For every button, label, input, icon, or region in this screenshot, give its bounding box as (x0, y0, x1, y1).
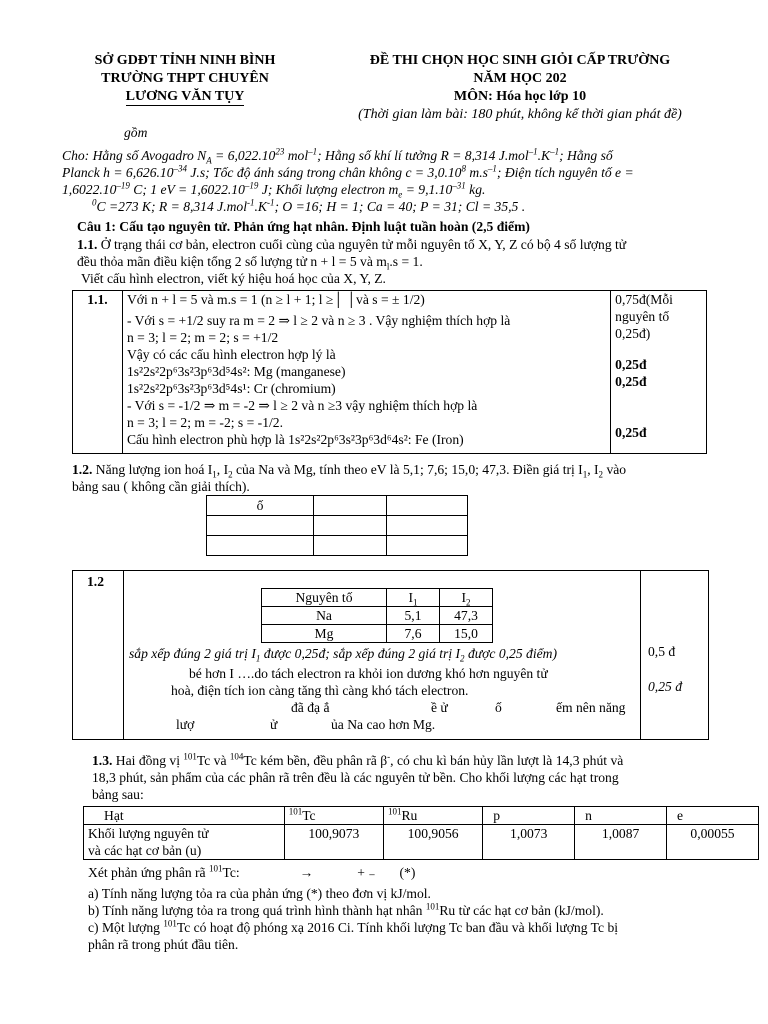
q13-text: Hai đồng vị (112, 753, 184, 768)
empty-cell (207, 536, 314, 556)
header-cell: $I_2$ (440, 589, 493, 607)
q13-text: , có chu kì bán hủy lần lượt là 14,3 phút và (390, 753, 624, 768)
table-cell: 0,00055 (667, 825, 759, 860)
empty-cell (387, 516, 468, 536)
score-text: 0,25đ (615, 425, 647, 440)
explanation-fragment: lượ (176, 717, 195, 732)
header-text: Ru (401, 808, 418, 823)
constants-text: ; Điện tích nguyên tố e = (496, 165, 634, 180)
explanation-fragment: ề ử (431, 700, 448, 715)
part-b (88, 902, 708, 919)
score-text: 0,5 đ (648, 644, 676, 659)
table-cell: 15,0 (440, 625, 493, 643)
explanation-line: hoà, điện tích ion càng tăng thì càng khó tách electron. (171, 683, 469, 698)
explanation-fragment: ố (495, 700, 502, 715)
q13-sup: 104 (229, 751, 244, 762)
q12-text: vào (603, 462, 627, 477)
part-b-text: b) Tính năng lượng tỏa ra trong quá trình hình thành hạt nhân (88, 903, 426, 918)
grading-note: sắp xếp đúng 2 giá trị $I_1$ được 0,25đ; sắp xếp đúng 2 giá trị $I_2$ được 0,25 điểm) (129, 646, 557, 664)
header-cell: e (667, 807, 759, 825)
constants-block: Cho: Hằng số Avogadro $N_A = 6,022.10^{23}$ mol$^{-1}$; Hằng số khí lí tưởng R = 8,314 $J.mol^{-1}.K^{-1}$; Hằng số Planck $h = 6,626.10^{-34}$ J.s; Tốc độ ánh sáng trong chân không $c = 3,0.10^8$ $m.s^{-1}$; Điện tích nguyên tố e = $1,6022.10^{-19}$ C; 1 eV = $1,6022.10^{-19}$ J; Khối lượng electron $m_e = 9,1.10^{-31}$ kg. $^0$C =273 K; R = 8,314 $J.mol^{-1}.K^{-1}$; O =16; H = 1; Ca = 40; P = 31; Cl = 35,5 . (62, 146, 634, 214)
q12-number: 1.2. (72, 462, 93, 477)
constants-line2: Planck h = 6,626.10 (62, 165, 174, 180)
table-cell: 7,6 (387, 625, 440, 643)
answer-line: n = 3; l = 2; m = -2; s = -1/2. (126, 415, 283, 430)
school-name: TRƯỜNG THPT CHUYÊN (101, 71, 269, 86)
question-1-2: 1.2. Năng lượng ion hoá $I_1$, $I_2$ của Na và Mg, tính theo eV là 5,1; 7,6; 15,0; 47,3. Điền giá trị $I_1$, $I_2$ vào bảng sau ( không cần giải thích). (72, 461, 702, 495)
score-text: 0,25đ (615, 374, 647, 389)
answer-line: 1s²2s²2p⁶3s²3p⁶3d⁵4s¹: Cr (chromium) (126, 381, 336, 396)
table-cell: 100,9056 (383, 825, 482, 860)
q13-text: 18,3 phút, sản phẩm của các phân rã trên đều là các nguyên tử bền. Cho khối lượng các hạt trong (92, 770, 619, 785)
note-text: sắp xếp đúng 2 giá trị I (129, 646, 256, 661)
answer-line: 1s²2s²2p⁶3s²3p⁶3d⁵4s²: Mg (manganese) (126, 364, 346, 379)
reaction-sup: 101 (209, 863, 223, 874)
q11-text3: Viết cấu hình electron, viết ký hiệu hoá học của X, Y, Z. (81, 271, 386, 286)
constants-text: m.s (465, 165, 488, 180)
row-label: 1.1. (73, 291, 123, 454)
part-a: a) Tính năng lượng tỏa ra của phản ứng (*) theo đơn vị kJ/mol. (88, 886, 431, 901)
header-cell: p (483, 807, 575, 825)
answer-line: Cấu hình electron phù hợp là 1s²2s²2p⁶3s²3p⁶3d⁶4s²: Fe (Iron) (126, 432, 464, 447)
header-cell (383, 807, 482, 825)
school-header (60, 52, 310, 106)
ionization-table (261, 588, 493, 643)
empty-cell (314, 536, 387, 556)
q13-text: Tc và (196, 753, 230, 768)
constants-text: J.s; Tốc độ ánh sáng trong chân không c = 3,0.10 (187, 165, 462, 180)
constants-text: J; Khối lượng electron m (258, 182, 399, 197)
q12-text: , I (587, 462, 599, 477)
score-text: 0,25đ (615, 357, 647, 372)
constants-text: = 9,1.10 (402, 182, 453, 197)
q13-number: 1.3. (92, 753, 113, 768)
header-text: Tc (302, 808, 316, 823)
explanation-fragment: ủa Na cao hơn Mg. (331, 717, 436, 732)
empty-cell (387, 536, 468, 556)
constants-text: C; 1 eV = 1,6022.10 (129, 182, 245, 197)
note-text: được 0,25đ; sắp xếp đúng 2 giá trị I (260, 646, 461, 661)
q13-sup: 101 (183, 751, 197, 762)
note-text: được 0,25 điểm) (464, 646, 557, 661)
empty-cell (207, 516, 314, 536)
empty-answer-table (206, 495, 468, 556)
question-1-3: 1.3. Hai đồng vị $^{101}$Tc và $^{104}$Tc kém bền, đều phân rã β-, có chu kì bán hủy lần lượt là 14,3 phút và 18,3 phút, sản phẩm của các phân rã trên đều là các nguyên tử bền. Cho khối lượng các hạt trong bảng sau: (92, 752, 698, 803)
header-sup: 101 (288, 806, 303, 817)
score-text: 0,25 đ (648, 679, 682, 694)
plus-symbol: + ₋ (357, 865, 376, 880)
department-name: SỞ GDĐT TỈNH NINH BÌNH (94, 53, 276, 68)
empty-cell: ố (207, 496, 314, 516)
answer-line: Vậy có các cấu hình electron hợp lý là (126, 347, 336, 362)
constants-text: mol (284, 148, 309, 163)
part-b-text: Ru từ các hạt cơ bản (kJ/mol). (439, 903, 604, 918)
col-divider (640, 571, 641, 739)
header-cell: $I_1$ (387, 589, 440, 607)
table-cell: Mg (262, 625, 387, 643)
header-cell (284, 807, 383, 825)
header-cell: Nguyên tố (262, 589, 387, 607)
q12-text: , I (216, 462, 229, 477)
q11-text2: đều thỏa mãn điều kiện tổng 2 số lượng tử n + l = 5 và m (77, 254, 387, 269)
reaction-text: Xét phản ứng phân rã (88, 865, 209, 880)
table-cell: 47,3 (440, 607, 493, 625)
row-header-text: và các hạt cơ bản (u) (88, 843, 202, 858)
subject: MÔN: Hóa học lớp 10 (453, 89, 587, 104)
school-year: NĂM HỌC 202 (473, 71, 567, 86)
constants-text: kg. (465, 182, 486, 197)
table-cell: 100,9073 (284, 825, 383, 860)
reaction-text: Tc: (222, 865, 240, 880)
answer-line: - Với s = +1/2 suy ra m = 2 ⇒ l ≥ 2 và n ≥ 3 . Vậy nghiệm thích hợp là (126, 313, 511, 328)
gom-text: gồm (124, 125, 148, 140)
constants-text: = 6,022.10 (211, 148, 276, 163)
table-cell: 1,0087 (575, 825, 667, 860)
score-text: 0,25đ) (615, 326, 651, 341)
explanation-line: bé hơn I ….do tách electron ra khỏi ion dương khó hơn nguyên tử (189, 666, 548, 681)
particle-mass-table (83, 806, 759, 860)
part-c-text: Tc có hoạt độ phóng xạ 2016 Ci. Tính khối lượng Tc ban đầu và khối lượng Tc bị (176, 920, 619, 935)
answer-table-1-1 (72, 290, 707, 454)
part-b-sup: 101 (425, 901, 440, 912)
empty-cell (387, 496, 468, 516)
header-cell: n (575, 807, 667, 825)
q11-text2b: .s = 1. (389, 254, 423, 269)
explanation-fragment: ếm nên năng (556, 700, 626, 715)
question-1-3-parts (88, 864, 708, 953)
q12-text: của Na và Mg, tính theo eV là 5,1; 7,6; 15,0; 47,3. Điền giá trị I (232, 462, 583, 477)
constants-text: ; Hằng số (559, 148, 613, 163)
time-note: (Thời gian làm bài: 180 phút, không kể thời gian phát đề) (358, 107, 682, 122)
col-divider (123, 571, 124, 739)
explanation-fragment: đã đạ ắ (291, 700, 330, 715)
question-1-title: Câu 1: Cấu tạo nguyên tử. Phản ứng hạt nhân. Định luật tuần hoàn (2,5 điểm) (77, 219, 530, 234)
q12-text: Năng lượng ion hoá I (92, 462, 213, 477)
table-cell: 5,1 (387, 607, 440, 625)
q13-text: Tc kém bền, đều phân rã β (243, 753, 388, 768)
q12-text: bảng sau ( không cần giải thích). (72, 479, 250, 494)
answer-line: - Với s = -1/2 ⇒ m = -2 ⇒ l ≥ 2 và n ≥3 vậy nghiệm thích hợp là (126, 398, 478, 413)
reaction-label: (*) (399, 865, 416, 880)
header-cell: Hạt (84, 807, 285, 825)
constants-text: C =273 K; R = 8,314 J.mol (96, 199, 248, 214)
exam-header (330, 52, 710, 124)
school-name-2: LƯƠNG VĂN TỤY (125, 89, 245, 104)
table-cell: 1,0073 (483, 825, 575, 860)
part-c-text: c) Một lượng (88, 920, 164, 935)
exam-title: ĐỀ THI CHỌN HỌC SINH GIỎI CẤP TRƯỜNG (369, 53, 671, 68)
constants-line1: Cho: Hằng số Avogadro N (62, 148, 207, 163)
arrow-symbol: → (299, 865, 314, 880)
part-c (88, 919, 708, 936)
row-header-text: Khối lượng nguyên tử (88, 826, 209, 841)
q11-number: 1.1. (77, 237, 98, 252)
constants-text: .K (254, 199, 267, 214)
question-1-1: 1.1. Ở trạng thái cơ bản, electron cuối cùng của nguyên tử mỗi nguyên tố X, Y, Z có bộ 4 số lượng tử đều thỏa mãn điều kiện tổng 2 số lượng tử n + l = 5 và $m_l.s = 1$. Viết cấu hình electron, viết ký hiệu hoá học của X, Y, Z. (77, 236, 707, 287)
empty-cell (314, 496, 387, 516)
row-header-cell (84, 825, 285, 860)
answer-line: Với n + l = 5 và m.s = 1 (n ≥ l + 1; l ≥│ │và s = ± 1/2) (126, 292, 425, 307)
row-label: 1.2 (87, 574, 104, 589)
q11-text1: Ở trạng thái cơ bản, electron cuối cùng của nguyên tử mỗi nguyên tố X, Y, Z có bộ 4 số lượng tử (97, 237, 627, 252)
empty-cell (314, 516, 387, 536)
q13-text: bảng sau: (92, 787, 144, 802)
answer-line: n = 3; l = 2; m = 2; s = +1/2 (126, 330, 279, 345)
constants-line3: 1,6022.10 (62, 182, 117, 197)
constants-text: ; Hằng số khí lí tưởng R = 8,314 J.mol (317, 148, 529, 163)
part-c-text: phân rã trong phút đầu tiên. (88, 937, 239, 952)
answer-content (122, 291, 610, 454)
header-text: I (408, 590, 414, 605)
explanation-fragment: ử (270, 717, 278, 732)
header-sup: 101 (387, 806, 402, 817)
header-text: I (461, 590, 467, 605)
constants-text: ; O =16; H = 1; Ca = 40; P = 31; Cl = 35,5 . (274, 199, 526, 214)
score-text: 0,75đ(Mỗi (615, 292, 673, 307)
part-c-sup: 101 (163, 918, 177, 929)
constants-text: .K (537, 148, 551, 163)
score-column (611, 291, 707, 454)
table-cell: Na (262, 607, 387, 625)
score-text: nguyên tố (615, 309, 670, 324)
